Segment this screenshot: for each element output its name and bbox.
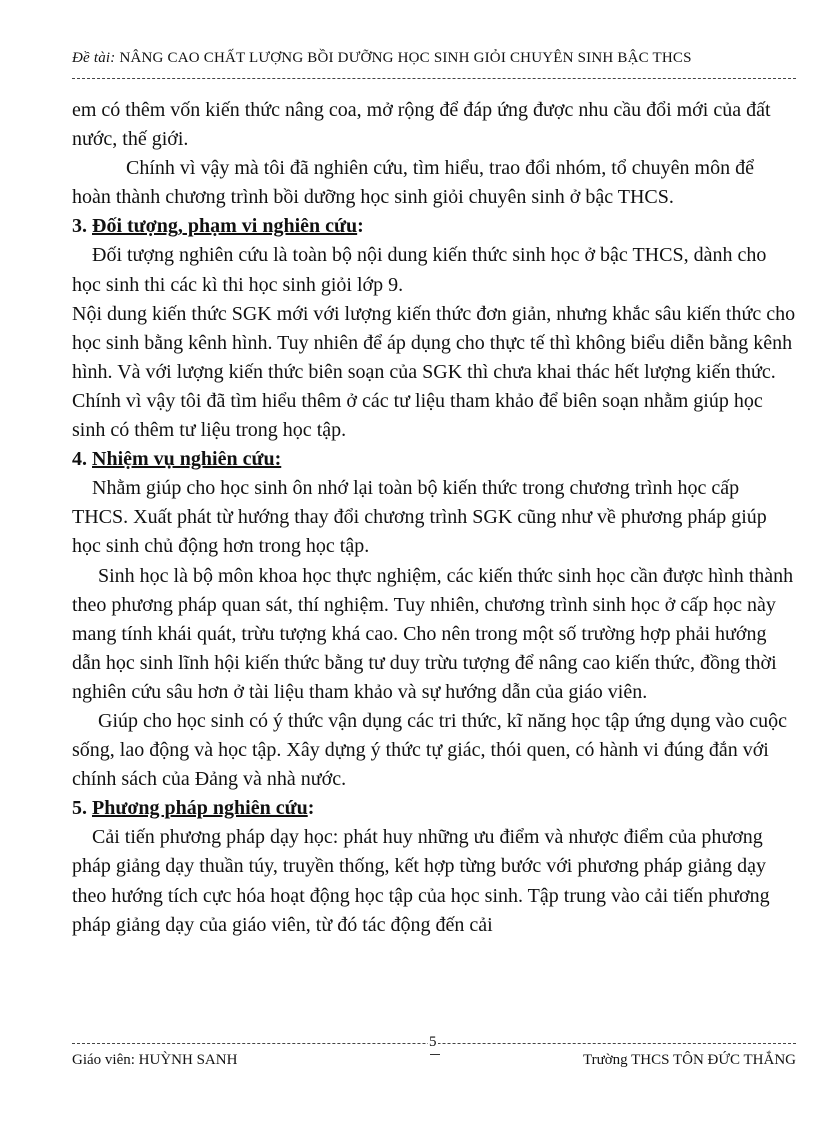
paragraph: Sinh học là bộ môn khoa học thực nghiệm, các kiến thức sinh học cần được hình thành theo phương pháp quan sát, thí nghiệm. Tuy nhiên, chương trình sinh học ở cấp học này mang tính khái quát, trừu tượng khá cao. Cho nên trong một số trường hợp phải hướng dẫn học sinh lĩnh hội kiến thức bằng tư duy trừu tượng để nâng cao kiến thức, đồng thời nghiên cứu sâu hơn ở tài liệu tham khảo và sự hướng dẫn của giáo viên.: [72, 564, 794, 703]
section-title: Đối tượng, phạm vi nghiên cứu: [92, 215, 358, 238]
footer-teacher: Giáo viên: HUỲNH SANH: [72, 1052, 238, 1068]
paragraph: Đối tượng nghiên cứu là toàn bộ nội dung kiến thức sinh học ở bậc THCS, dành cho học sinh thi các kì thi học sinh giỏi lớp 9.: [72, 244, 767, 296]
paragraph: Nhằm giúp cho học sinh ôn nhớ lại toàn bộ kiến thức trong chương trình học cấp THCS. Xuất phát từ hướng thay đổi chương trình SGK cũng như về phương pháp giúp học sinh chủ động hơn trong học tập.: [72, 477, 767, 558]
section-heading: 3. Đối tượng, phạm vi nghiên cứu:: [72, 215, 364, 238]
footer-school: Trường THCS TÔN ĐỨC THẮNG: [582, 1052, 796, 1068]
page-number: 5: [429, 1034, 437, 1050]
page-number-underline: [430, 1054, 440, 1055]
section-heading: 4. Nhiệm vụ nghiên cứu:: [72, 448, 282, 471]
paragraph: Nội dung kiến thức SGK mới với lượng kiến thức đơn giản, nhưng khắc sâu kiến thức cho học sinh bằng kênh hình. Tuy nhiên để áp dụng cho thực tế thì không biểu diễn bằng kênh hình. Và với lượng kiến thức biên soạn của SGK thì chưa khai thác hết lượng kiến thức. Chính vì vậy tôi đã tìm hiểu thêm ở các tư liệu tham khảo để biên soạn nhằm giúp học sinh có thêm tư liệu trong học tập.: [72, 302, 796, 442]
section-tail: :: [307, 797, 315, 820]
section-number: 4: [72, 448, 82, 471]
paragraph: Giúp cho học sinh có ý thức vận dụng các tri thức, kĩ năng học tập ứng dụng vào cuộc sống, lao động và học tập. Xây dựng ý thức tự giác, thói quen, có hành vi đúng đắn với chính sách của Đảng và nhà nước.: [72, 709, 788, 791]
paragraph: Cải tiến phương pháp dạy học: phát huy những ưu điểm và nhược điểm của phương pháp giảng dạy thuần túy, truyền thống, kết hợp từng bước với phương pháp giảng dạy theo hướng tích cực hóa hoạt động học tập của học sinh. Tập trung vào cải tiến phương pháp giảng dạy của giáo viên, từ đó tác động đến cải: [72, 826, 770, 936]
header-title: NÂNG CAO CHẤT LƯỢNG BỒI DƯỠNG HỌC SINH GIỎI CHUYÊN SINH BẬC THCS: [119, 50, 692, 66]
header-prefix: Đề tài:: [72, 50, 116, 66]
section-heading: 5. Phương pháp nghiên cứu:: [72, 797, 315, 820]
section-number: 3: [72, 215, 82, 238]
section-title: Phương pháp nghiên cứu: [92, 797, 308, 820]
section-tail: :: [357, 215, 364, 238]
document-body: [72, 96, 796, 940]
page-header: [72, 50, 796, 67]
section-number: 5: [72, 797, 82, 820]
paragraph: em có thêm vốn kiến thức nâng coa, mở rộng để đáp ứng được nhu cầu đổi mới của đất nước, thế giới.: [72, 99, 771, 151]
section-title: Nhiệm vụ nghiên cứu:: [92, 448, 282, 471]
header-divider: [72, 78, 796, 79]
paragraph: Chính vì vậy mà tôi đã nghiên cứu, tìm hiểu, trao đổi nhóm, tổ chuyên môn để hoàn thành chương trình bồi dưỡng học sinh giỏi chuyên sinh ở bậc THCS.: [72, 157, 754, 209]
